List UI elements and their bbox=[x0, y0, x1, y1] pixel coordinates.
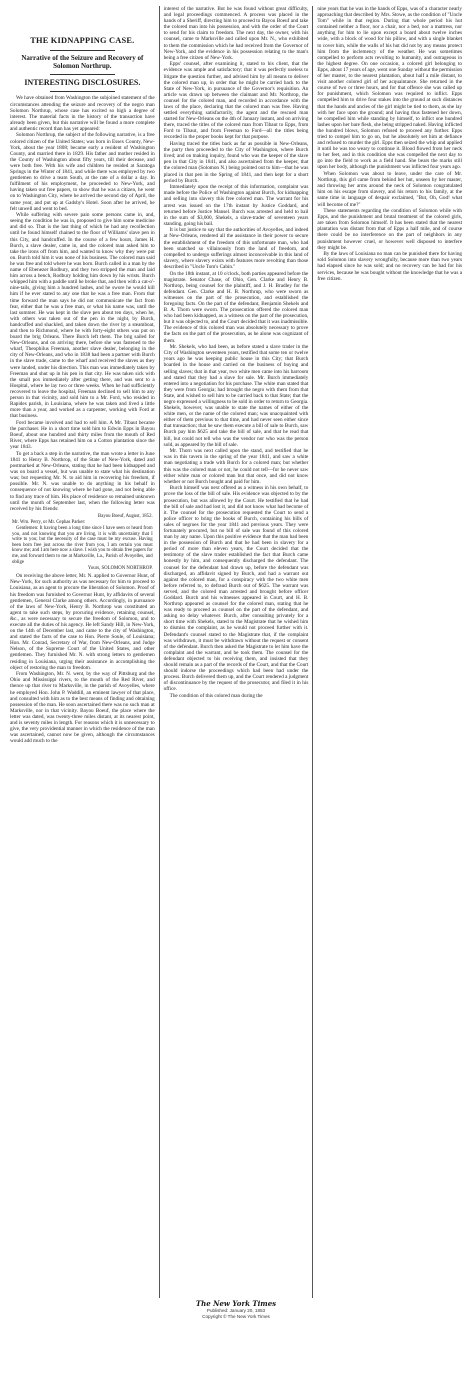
paragraph: Epps' counsel, after examining it, stated to his client, that the evidence was ample and satisfactory; that it was perfectly useless to litigate the question further, and advised him by all means to deliver the colored man up, in order that he might be carried back to the State of New-York, in pursuance of the Governor's requisition. An article was drawn up between the claimant and Mr. Northrop, the counsel for the colored man, and recorded in accordance with the laws of the place, declaring that the colored man was free. Having settled everything satisfactorily, the agent and the rescued man started for New-Orleans on the 4th of January instant, and on arriving there, traced the titles of the colored man from Tibaut to Epps, from Ford to Tibaut, and from Freeman to Ford—all the titles being recorded in the proper books kept for that purpose. bbox=[163, 61, 309, 141]
article-subhead: Narrative of the Seizure and Recovery of Solomon Northrup. bbox=[21, 54, 144, 71]
paragraph: The condition of this colored man during the bbox=[169, 693, 263, 699]
paragraph: When Solomon was about to leave, under the care of Mr. Northrup, this girl came from behind her hut, unseen by her master, and throwing her arms around the neck of Solomon congratulated him on his escape from slavery, and his return to his family, at the same time in language of despair exclaimed, "But, Oh, God! what will become of me?" bbox=[317, 171, 463, 208]
paragraph: From Washington, Mr. N. went, by the way of Pittsburg and the Ohio and Mississippi rivers, to the mouth of the Red River, and thence up that river to Marksville, in the parish of Avoyelles, where he employed Hon. John P. Waddill, an eminent lawyer of that place, and consulted with him as to the best means of finding and obtaining possession of the man. He soon ascertained there was no such man at Marksville, nor in that vicinity. Bayou Boeuf, the place where the letter was dated, was twenty-three miles distant, at its nearest point, and is seventy miles in length. For reasons which it is unnecessary to give, the very providential manner in which the residence of the man was ascertained, cannot now be given, although the circumstances would add much to the bbox=[10, 671, 155, 745]
column-2 bbox=[159, 6, 313, 1298]
divider bbox=[50, 50, 115, 51]
divider bbox=[50, 74, 115, 75]
article-subhead-secondary: INTERESTING DISCLOSURES. bbox=[24, 77, 141, 87]
paragraph: To get a back a step in the narrative, the man wrote a letter in June 1841 to Henry B. Northrop, of the State of New-York, dated and postmarked at New-Orleans, stating that he had been kidnapped and was on board a vessel, but was unable to state what his destination was; but requesting Mr. N. to aid him in recovering his freedom, if possible. Mr. N. was unable to do anything in his behalf in consequence of not knowing where he had gone, and not being able to find any trace of him. His place of residence so remained unknown until the month of September last, when the following letter was received by his friends: bbox=[10, 450, 155, 512]
column-3 bbox=[312, 6, 466, 1298]
article-columns bbox=[6, 6, 466, 1298]
letter-closing: Yours, bbox=[87, 565, 101, 571]
letter-dateline: Bayou Boeuf, August, 1852. bbox=[98, 513, 153, 519]
paragraph: Having traced the titles back as far as possible in New-Orleans, the party then proceeded to the City of Washington, where Burch lived; and on making inquiry, found who was the keeper of the slave pen in that City in 1841, and also ascertained from the keeper, that the colored man (Solomon N.) being pointed out to him—that he was placed in that pen in the Spring of 1841, and then kept for a short period by Burch. bbox=[163, 141, 309, 184]
paragraph: We have obtained from Washington the subjoined statement of the circumstances attending the seizure and recovery of the negro man Solomon Northrup, whose case has excited so high a degree of interest. The material facts in the history of the transaction have already been given, but this narrative will be found a more complete and authentic record than has yet appeared: bbox=[10, 95, 155, 132]
paragraph: Mr. Thorn was next called upon the stand, and testified that he was in this tavern in the spring of the year 1841, and saw a white man negotiating a trade with Burch for a colored man; but whether this was the colored man or not, he could not tell—for he never saw either white man or colored man but that once, and did not know whether or not Burch bought and paid for him. bbox=[163, 448, 309, 485]
letter-body: Gentlemen: It having been a long time since I have seen or heard from you, and not knowing that you are living, it is with uncertainty that I write to you; but the necessity of the case must be my excuse. Having been born free just across the river from you, I am certain you must know me; and I am here now a slave. I wish you to obtain free papers for me, and forward them to me at Marksville, La., Parish of Avoyelles, and oblige bbox=[12, 525, 153, 565]
paragraph: interest of the narrative. But he was found without great difficulty, and legal proceedings commenced. A process was placed in the hands of a Sheriff, directing him to proceed to Bayou Boeuf and take the colored man into his possession, and with the order of the Court to send for his claim to freedom. The next day, the owner, with his counsel, came to Marksville and called upon Mr. N., who exhibited to them the commission which he had received from the Governor of New-York, and the evidence in his possession relating to the man's being a free citizen of New-York. bbox=[163, 6, 309, 61]
paragraph: Burch himself was next offered as a witness in his own behalf, to prove the loss of the bill of sale. His evidence was objected to by the prosecution, but was allowed by the Court. He testified that he had the bill of sale and had lost it, and did not know what had become of it. The counsel for the prosecution requested the Court to send a police officer to bring the books of Burch, containing his bills of sales of negroes for the year 1841 and previous years. They were fortunately procured, but no bill of sale was found of this colored man by any name. Upon this positive evidence that the man had been in the possession of Burch and that he had been in slavery for a period of more than eleven years, the Court decided that the testimony of the slave trader established the fact that Burch came honestly by him, and consequently discharged the defendant. The counsel for the defendant had drawn up, before the defendant was discharged, an affidavit signed by Burch, and had a warrant out against the colored man, for a conspiracy with the two white men before referred to, to defraud Burch out of $625. The warrant was served, and the colored man arrested and brought before officer Goddard. Burch and his witnesses appeared in Court, and H. B. Northrop appeared as counsel for the colored man, stating that he was ready to proceed as counsel on the part of the defendant, and asking no delay whatever. Burch, after consulting privately for a short time with Shekels, stated to the Magistrate that he wished him to dismiss the complaint, as he would not proceed further with it. Defendant's counsel stated to the Magistrate that, if the complaint was withdrawn, it must be withdrawn without the request or consent of the defendant. Burch then asked the Magistrate to let him have the complaint and the warrant, and he took them. The counsel for the defendant objected to his receiving them, and insisted that they should remain as a part of the records of the Court, and that the Court should indorse the proceedings which had been had under the process. Burch delivered them up, and the Court rendered a judgment of discontinuance by the request of the prosecutor, and filed it in his office. bbox=[163, 485, 309, 693]
paragraph: Ford became involved and had to sell him. A Mr. Tibaut became the purchaser. He in a short time sold him to Edwin Epps in Bayou Boeuf, about one hundred and thirty miles from the mouth of Red River, where Epps has retained him on a Cotton plantation since the year 1843. bbox=[10, 419, 155, 451]
paragraph: While suffering with severe pain some persons came in, and, seeing the condition he was in, proposed to give him some medicine and did so. That is the last thing of which he had any recollection until he found himself chained to the floor of Williams' slave pen in this City, and handcuffed. In the course of a few hours, James H. Burch, a slave dealer, came in, and the colored man asked him to take the irons off from him, and wanted to know why they were put on. Burch told him it was none of his business. The colored man said he was free and told where he was born. Burch called in a man by the name of Ebenezer Rodbury, and they two stripped the man and laid him across a bench, Rodbury holding him down by his wrists. Burch whipped him with a paddle until he broke that, and then with a cat-o'-nine-tails, giving him a hundred lashes, and he swore he would kill him if he ever stated to any one that he was a free man. From that time forward the man says he did not communicate the fact from fear, either that he was a free man, or what his name was, until the last summer. He was kept in the slave pen about ten days, when he, with others was taken out of the pen in the night, by Burch, handcuffed and shackled, and taken down the river by a steamboat, and then to Richmond, where he with forty-eight others was put on board the brig Orleans. There Burch left them. The brig sailed for New-Orleans, and on arriving there, before she was fastened to the wharf, Theophilus Freeman, another slave dealer, belonging in the city of New-Orleans, and who in 1838 had been a partner with Burch in the slave trade, came to the wharf and received the slaves as they were landed, under his direction. This man was immediately taken by Freeman and shut up in his pen in that city. He was taken sick with the small pox immediately after getting there, and was sent to a Hospital, where he lay two or three weeks. When he had sufficiently recovered to leave the hospital, Freeman declined to sell him to any person in that vicinity, and sold him to a Mr. Ford, who resided in Rapides parish, in Louisiana, where he was taken and lived a little more than a year, and worked as a carpenter, working with Ford at that business. bbox=[10, 212, 155, 420]
letter-signature: SOLOMON NORTHROP. bbox=[101, 565, 153, 571]
paragraph: On the 18th instant, at 10 o'clock, both parties appeared before the magistrate. Senator Chase, of Ohio, Gen. Clarke and Henry B. Northrop, being counsel for the plaintiff, and J. H. Bradley for the defendant. Gen. Clarke and H. B. Northrup, who were sworn as witnesses on the part of the prosecution, and established the foregoing facts. On the part of the defendant, Benjamin Shekels and B. A. Thorn were sworn. The prosecution offered the colored man who had been kidnapped, as a witness on the part of the prosecution, but it was objected to, and the Court decided that it was inadmissible. The evidence of this colored man was absolutely necessary to prove the facts on the part of the prosecution, as he alone was cognizant of them. bbox=[163, 270, 309, 344]
page-footer bbox=[0, 1300, 472, 1319]
paragraph: Mr. Shekels, who had been, as before stated a slave trader in the City of Washington seventeen years, testified that some ten or twelve years ago he was keeping public house in this City; that Burch boarded in the house and carried on the business of buying and selling slaves; that in that year, two white men came into his barroom and stated that they had a slave for sale. Mr. Burch immediately entered into a negotiation for his purchase. The white man stated that they were from Georgia; had brought the negro with them from that State, and wished to sell him to be carried back to that State; that the negro expressed a willingness to be sold in order to return to Georgia. Shekels, however, was unable to state the names of either of the white men, or the name of the colored man; was unacquainted with either of them previous to that time, and had never seen either since that transaction; that he saw them execute a bill of sale to Burch, saw Burch pay him $625 and take the bill of sale, and that he read that bill, but could not tell who was the vendor nor who was the person sold, as appeared by the bill of sale. bbox=[163, 344, 309, 448]
divider bbox=[50, 91, 115, 92]
copyright-notice: Copyright © The New York Times bbox=[202, 1313, 270, 1319]
masthead-logo: The New York Times bbox=[195, 1299, 277, 1308]
letter-signoff bbox=[12, 566, 153, 572]
letter-salutation: Mr. Wm. Perry, or Mr. Cephas Parker: bbox=[12, 519, 86, 525]
paragraph: On receiving the above letter, Mr. N. applied to Governor Hunt, of New-York, for such authority as was necessary for him to proceed to Louisiana, as an agent to procure the liberation of Solomon. Proof of his freedom was furnished to Governor Hunt, by affidavits of several gentlemen, General Clarke among others. Accordingly, in pursuance of the laws of New-York, Henry B. Northrop was constituted an agent to take such steps, by procuring evidence, retaining counsel, &c., as were necessary to secure the freedom of Solomon, and to execute all the duties of his agency. He left Sandy Hill, in New-York, on the 14th of December last, and came to the city of Washington, and stated the facts of the case to Hon. Pierre Soule, of Louisiana; Hon. Mr. Conrad, Secretary of War, from New-Orleans, and Judge Nelson, of the Supreme Court of the United States, and other gentlemen. They furnished Mr. N. with strong letters to gentlemen residing in Louisiana, urging their assistance in accomplishing the object of restoring the man to freedom. bbox=[10, 573, 155, 671]
article-headline: THE KIDNAPPING CASE. bbox=[30, 36, 135, 45]
paragraph: By the laws of Louisiana no man can be punished there for having sold Solomon into slavery wrongfully, because more than two years had elapsed since he was sold; and no recovery can be had for his services, because he was bought without the knowledge that he was a free citizen. bbox=[317, 251, 463, 282]
paragraph: Immediately upon the receipt of this information, complaint was made before the Police of Washington against Burch, for kidnapping and selling into slavery this free colored man. The warrant for his arrest was issued on the 17th instant by Justice Goddard, and returned before Justice Mansel. Burch was arrested and held to bail in the sum of $3,000, Shekels, a slave-trader of seventeen years standing, going his bail. bbox=[163, 184, 309, 227]
published-date: Published: January 20, 1853 bbox=[206, 1308, 266, 1313]
column-1 bbox=[6, 6, 159, 1298]
quoted-letter bbox=[10, 514, 155, 571]
paragraph: Solomon Northrup, the subject of the following narrative, is a free colored citizen of the United States; was born in Essex County, New-York, about the year 1808; became early a resident of Washington County, and married there in 1829. His father and mother resided in the County of Washington about fifty years, till their decease, and were both free. With his wife and children he resided at Saratoga Springs in the Winter of 1841, and while there was employed by two gentlemen to drive a team South, at the rate of a dollar a day. In fulfilment of his employment, he proceeded to New-York, and having taken out free papers, to show that he was a citizen, he went on to Washington City, where he arrived the second day of April, the same year, and put up at Gadsby's Hotel. Soon after he arrived, he felt unwell and went to bed. bbox=[10, 132, 155, 212]
paragraph: nine years that he was in the hands of Epps, was of a character nearly approaching that described by Mrs. Stowe, as the condition of "Uncle Tom" while in that region. During that whole period his hut contained neither a floor, nor a chair, nor a bed, nor a mattress, nor anything for him to lie upon except a board about twelve inches wide, with a block of wood for his pillow, and with a single blanket to cover him, while the walls of his hut did not by any means protect him from the inclemency of the weather. He was sometimes compelled to perform acts revolting to humanity, and outrageous in the highest degree. On one occasion, a colored girl belonging to Epps, about 17 years of age, went one Sunday without the permission of her master, to the nearest plantation, about half a mile distant, to visit another colored girl of her acquaintance. She returned in the course of two or three hours, and for that offence she was called up for punishment, which Solomon was required to inflict. Epps compelled him to drive four stakes into the ground at such distances that the hands and ancles of the girl might be tied to them, as she lay with her face upon the ground; and having thus fastened her down, he compelled him while standing by himself, to inflict one hundred lashes upon her bare flesh, she being stripped naked. Having inflicted the hundred blows, Solomon refused to proceed any further. Epps tried to compel him to go on, but he absolutely set him at defiance and refused to murder the girl. Epps then seized the whip and applied it until he was too weary to continue it. Blood flowed from her neck to her feet, and in this condition she was compelled the next day to go into the field to work as a field hand. She bears the marks still upon her body, although the punishment was inflicted four years ago. bbox=[317, 6, 463, 171]
paragraph: It is but justice to say that the authorities of Avoyelles, and indeed at New-Orleans, rendered all the assistance in their power to secure the establishment of the freedom of this unfortunate man, who had been snatched so villainously from the land of freedom, and compelled to undergo sufferings almost inconceivable in this land of slavery, where slavery exists with features more revolting than those described in "Uncle Tom's Cabin." bbox=[163, 227, 309, 270]
paragraph: These statements regarding the condition of Solomon while with Epps, and the punishment and brutal treatment of the colored girls, are taken from Solomon himself. It has been stated that the nearest plantation was distant from that of Epps a half mile, and of course there could be no interference on the part of neighbors in any punishment however cruel, or however well disposed to interfere they might be. bbox=[317, 208, 463, 251]
